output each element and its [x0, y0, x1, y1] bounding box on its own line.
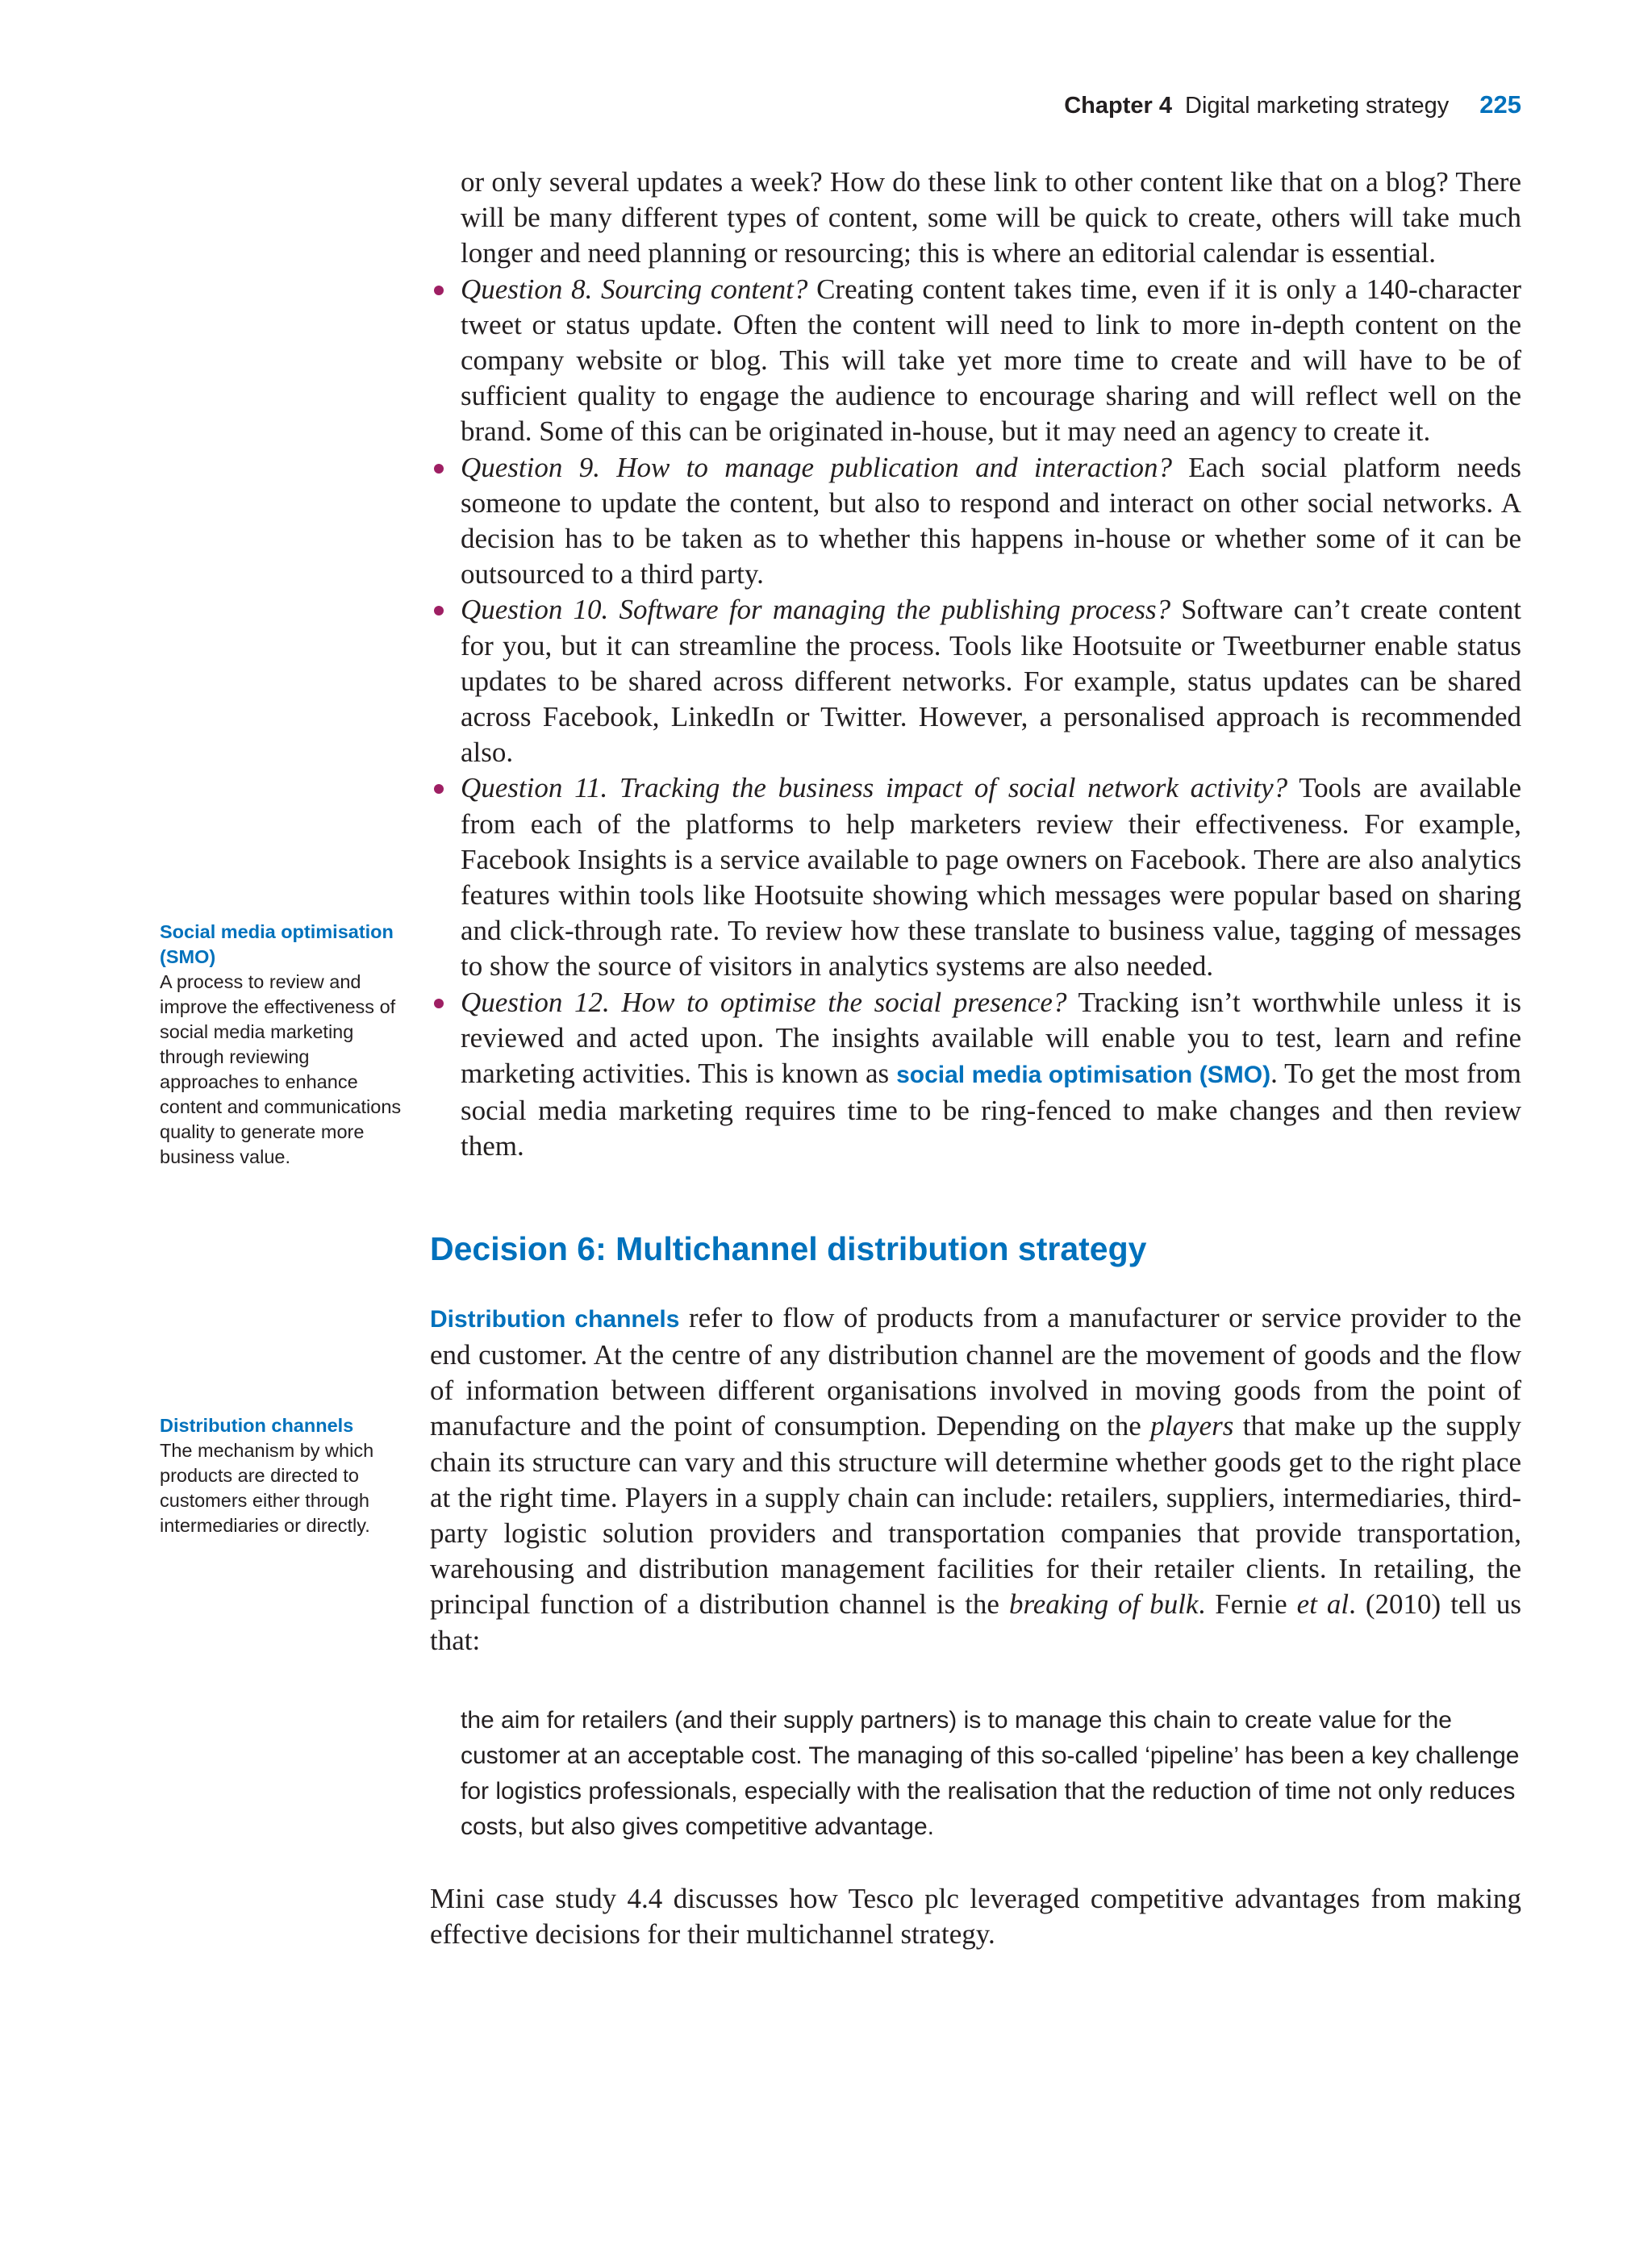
- margin-note-definition: The mechanism by which products are directed to customers either through intermediaries or directly.: [160, 1440, 374, 1536]
- question-text: Each social platform needs someone to update the content, but also to respond and interact on other social networks. A decision has to be taken as to whether this happens in-house or whether some of it can be outsourced to a third party.: [461, 451, 1521, 590]
- question-text: Software can’t create content for you, but it can streamline the process. Tools like Hootsuite or Tweetburner enable status updates to be shared across different networks. For example, status updates can be shared across Facebook, LinkedIn or Twitter. However, a personalised approach is recommended also.: [461, 594, 1521, 769]
- list-item: [430, 592, 1521, 770]
- question-label: Question 9. How to manage publication and interaction?: [461, 451, 1172, 483]
- margin-note-definition: A process to review and improve the effectiveness of social media marketing through reviewing approaches to enhance content and communications quality to generate more business value.: [160, 971, 402, 1167]
- chapter-title: Digital marketing strategy: [1185, 93, 1450, 119]
- margin-note-smo: [160, 920, 402, 1170]
- bullet-icon: [434, 784, 444, 794]
- closing-paragraph: Mini case study 4.4 discusses how Tesco plc leveraged competitive advantages from making effective decisions for their multichannel strategy.: [430, 1882, 1521, 1950]
- block-quote: the aim for retailers (and their supply partners) is to manage this chain to create value for the customer at an acceptable cost. The managing of this so-called ‘pipeline’ has been a key challenge for logistics professionals, especially with the realisation that the reduction of time not only reduces costs, but also gives competitive advantage.: [461, 1706, 1520, 1840]
- margin-note-distribution-channels: [160, 1413, 402, 1538]
- question-label: Question 11. Tracking the business impact of social network activity?: [461, 772, 1288, 804]
- list-item: [430, 450, 1521, 593]
- margin-note-term: Distribution channels: [160, 1415, 354, 1436]
- continuation-paragraph: or only several updates a week? How do these link to other content like that on a blog? There will be many different types of content, some will be quick to create, others will take much longer and need planning or resourcing; this is where an editorial calendar is essential.: [461, 166, 1521, 269]
- list-item: [430, 272, 1521, 450]
- question-text-end: . To get the most from social media marketing requires time to be ring-fenced to make changes and then review them.: [461, 1058, 1521, 1162]
- running-header: [1064, 90, 1521, 119]
- main-column: [430, 165, 1521, 1952]
- question-label: Question 12. How to optimise the social presence?: [461, 986, 1067, 1018]
- question-text: Creating content takes time, even if it is only a 140-character tweet or status update. Often the content will need to link to more in-depth content on the company website or blog. This will take yet more time to create and will have to be of sufficient quality to engage the audience to encourage sharing and will reflect well on the brand. Some of this can be originated in-house, but it may need an agency to create it.: [461, 273, 1521, 448]
- chapter-label: Chapter 4: [1064, 93, 1172, 119]
- question-text: Tracking isn’t worthwhile unless it is reviewed and acted upon. The insights available will enable you to test, learn and refine marketing activities. This is known as: [461, 986, 1522, 1090]
- question-label: Question 8. Sourcing content?: [461, 273, 808, 305]
- key-term-smo: social media optimisation (SMO): [896, 1062, 1271, 1089]
- bullet-icon: [434, 606, 444, 615]
- margin-note-term: Social media optimisation (SMO): [160, 921, 394, 967]
- page-number: 225: [1479, 90, 1521, 119]
- bullet-icon: [434, 464, 444, 474]
- question-list: [430, 272, 1521, 1165]
- section-heading: Decision 6: Multichannel distribution strategy: [430, 1229, 1147, 1267]
- key-term-distribution-channels: Distribution channels: [430, 1305, 680, 1333]
- bullet-icon: [434, 286, 444, 295]
- question-label: Question 10. Software for managing the publishing process?: [461, 594, 1171, 626]
- bullet-icon: [434, 999, 444, 1008]
- list-item: [430, 770, 1521, 984]
- list-item: [430, 985, 1521, 1165]
- question-text: Tools are available from each of the platforms to help marketers review their effectiveness. For example, Facebook Insights is a service available to page owners on Facebook. There are also analytics features within tools like Hootsuite showing which messages were popular based on sharing and click-through rate. To review how these translate to business value, tagging of messages to show the source of visitors in analytics systems are also needed.: [461, 772, 1521, 983]
- distribution-paragraph: Distribution channels refer to flow of products from a manufacturer or service provider to the end customer. At the centre of any distribution channel are the movement of goods and the flow of information between different organisations involved in moving goods from the point of manufacture and the point of consumption. Depending on the players that make up the supply chain its structure can vary and this structure will determine whether goods get to the right place at the right time. Players in a supply chain can include: retailers, suppliers, intermediaries, third-party logistic solution providers and transportation companies that provide transportation, warehousing and distribution management facilities for their retailer clients. In retailing, the principal function of a distribution channel is the breaking of bulk. Fernie et al. (2010) tell us that:: [430, 1301, 1522, 1656]
